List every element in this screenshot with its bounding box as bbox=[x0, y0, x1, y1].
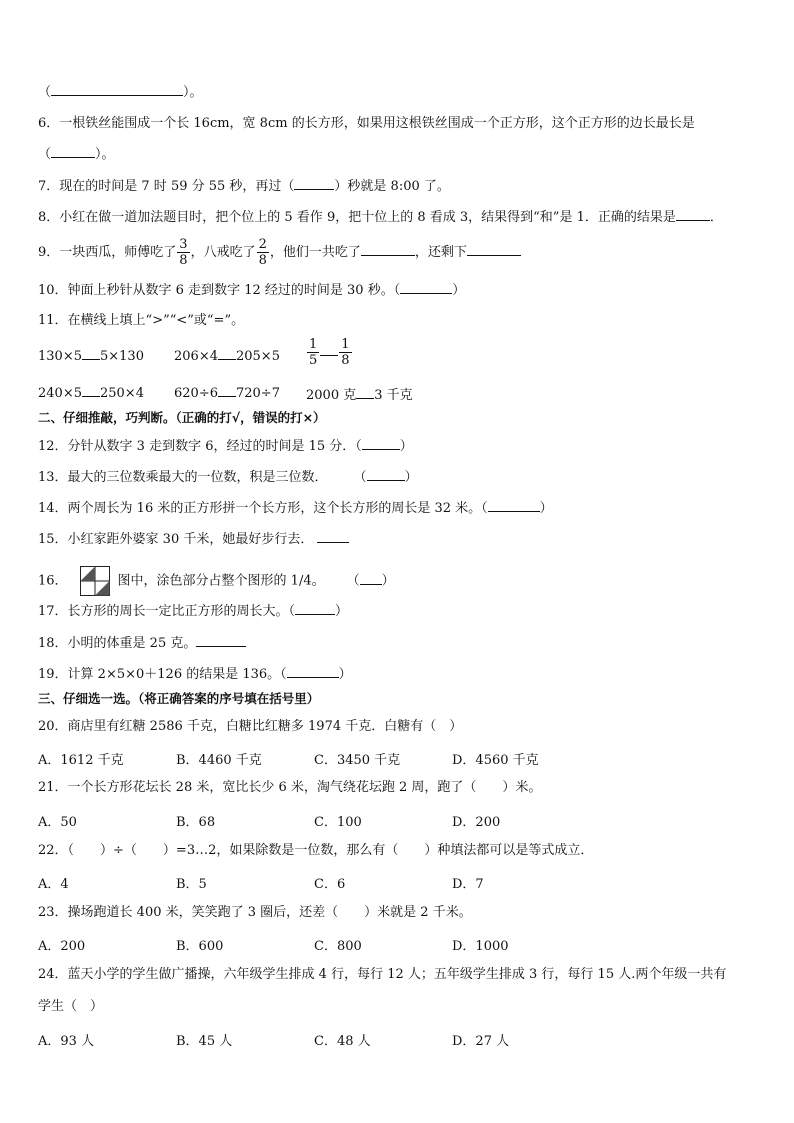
answer-blank[interactable] bbox=[676, 208, 710, 221]
q24-option-b[interactable]: B．45 人 bbox=[176, 1034, 233, 1049]
question-text: 22．（ ）÷（ ）=3…2，如果除数是一位数，那么有（ ）种填法都可以是等式成立． bbox=[38, 843, 594, 858]
close-paren: ） bbox=[338, 667, 352, 682]
question-10 bbox=[38, 281, 465, 300]
question-text: 20．商店里有红糖 2586 千克，白糖比红糖多 1974 千克．白糖有（ ） bbox=[38, 719, 463, 734]
left-expr: 2000 克 bbox=[306, 388, 357, 403]
section-3-heading: 三、仔细选一选。（将正确答案的序号填在括号里） bbox=[38, 691, 320, 706]
q23-option-a[interactable]: A．200 bbox=[38, 939, 86, 954]
question-text: 18．小明的体重是 25 克。 bbox=[38, 636, 197, 651]
compare-5 bbox=[306, 384, 413, 403]
question-20 bbox=[38, 718, 462, 736]
q5-answer-line bbox=[38, 83, 203, 102]
right-expr: 3 千克 bbox=[374, 388, 413, 403]
question-12 bbox=[38, 437, 413, 456]
question-19 bbox=[38, 665, 352, 684]
question-24-cont bbox=[38, 998, 103, 1016]
question-text: ，八戒吃了 bbox=[190, 245, 256, 260]
section-2-heading: 二、仔细推敲，巧判断。（正确的打√，错误的打×） bbox=[38, 410, 326, 425]
right-expr: 250×4 bbox=[99, 386, 144, 401]
close-paren: ） bbox=[539, 501, 553, 516]
answer-blank[interactable] bbox=[361, 243, 415, 256]
left-expr: 620÷6 bbox=[174, 386, 218, 401]
fraction-2-8 bbox=[257, 237, 269, 268]
left-expr: 130×5 bbox=[38, 349, 82, 364]
question-text: ，他们一共吃了 bbox=[269, 245, 361, 260]
question-text: 11．在横线上填上“>”“<”或“=”。 bbox=[38, 313, 245, 328]
denominator: 8 bbox=[341, 353, 350, 368]
q21-option-d[interactable]: D．200 bbox=[452, 815, 501, 830]
compare-1 bbox=[38, 347, 144, 364]
close-paren: ）。 bbox=[183, 85, 203, 100]
shaded-square-figure-icon bbox=[80, 566, 110, 596]
question-6 bbox=[38, 115, 695, 133]
question-8 bbox=[38, 208, 723, 227]
question-text: 23．操场跑道长 400 米，笑笑跑了 3 圈后，还差（ ）米就是 2 千米。 bbox=[38, 905, 472, 920]
question-text: 12．分针从数字 3 走到数字 6，经过的时间是 15 分．（ bbox=[38, 439, 362, 454]
answer-blank[interactable] bbox=[367, 468, 405, 481]
question-text: 21．一个长方形花坛长 28 米，宽比长少 6 米，淘气绕花坛跑 2 周，跑了（ ）米。 bbox=[38, 780, 542, 795]
answer-blank[interactable] bbox=[218, 347, 236, 360]
close-paren: ） bbox=[335, 604, 349, 619]
answer-blank[interactable] bbox=[356, 386, 374, 399]
q24-option-c[interactable]: C．48 人 bbox=[314, 1034, 371, 1049]
question-text: 8．小红在做一道加法题目时，把个位上的 5 看作 9，把十位上的 8 看成 3，结果得到“和”是 1．正确的结果是 bbox=[38, 210, 676, 225]
answer-blank[interactable] bbox=[51, 83, 183, 96]
open-paren: （ bbox=[346, 573, 360, 589]
answer-blank[interactable] bbox=[51, 145, 95, 158]
q22-option-d[interactable]: D．7 bbox=[452, 877, 484, 892]
question-17 bbox=[38, 602, 348, 621]
question-9 bbox=[38, 236, 521, 270]
close-paren: ） bbox=[381, 573, 395, 589]
open-paren: （ bbox=[353, 470, 367, 485]
answer-blank[interactable] bbox=[218, 384, 236, 397]
compare-3 bbox=[38, 384, 144, 401]
numerator: 1 bbox=[309, 337, 318, 352]
q20-option-d[interactable]: D．4560 千克 bbox=[452, 753, 539, 768]
numerator: 1 bbox=[341, 337, 350, 352]
question-23 bbox=[38, 904, 472, 922]
answer-blank[interactable] bbox=[294, 177, 334, 190]
answer-blank[interactable] bbox=[467, 243, 521, 256]
left-expr: 240×5 bbox=[38, 386, 82, 401]
question-14 bbox=[38, 499, 553, 518]
close-paren: ）。 bbox=[95, 147, 115, 162]
question-text-end: ． bbox=[709, 210, 723, 225]
answer-blank[interactable] bbox=[362, 437, 400, 450]
answer-blank[interactable] bbox=[295, 602, 335, 615]
question-18 bbox=[38, 634, 246, 653]
denominator: 5 bbox=[309, 353, 318, 368]
answer-blank[interactable] bbox=[82, 384, 100, 397]
q20-option-b[interactable]: B．4460 千克 bbox=[176, 753, 262, 768]
fraction-1-5 bbox=[307, 337, 319, 368]
fraction-1-8 bbox=[339, 337, 351, 368]
question-text: 图中，涂色部分占整个图形的 1/4。 bbox=[117, 573, 325, 589]
q21-option-a[interactable]: A．50 bbox=[38, 815, 77, 830]
question-text: 15．小红家距外婆家 30 千米，她最好步行去． bbox=[38, 532, 314, 547]
question-text: 学生（ ） bbox=[38, 999, 104, 1014]
question-text: ，还剩下 bbox=[414, 245, 467, 260]
question-16 bbox=[38, 566, 395, 596]
left-expr: 206×4 bbox=[174, 349, 218, 364]
question-13 bbox=[38, 468, 418, 487]
close-paren: ） bbox=[452, 283, 466, 298]
question-text: 17．长方形的周长一定比正方形的周长大。（ bbox=[38, 604, 296, 619]
answer-blank[interactable] bbox=[82, 347, 100, 360]
right-expr: 720÷7 bbox=[235, 386, 280, 401]
open-paren: （ bbox=[38, 147, 52, 162]
right-expr: 205×5 bbox=[235, 349, 280, 364]
answer-blank[interactable] bbox=[488, 499, 540, 512]
q21-option-b[interactable]: B．68 bbox=[176, 815, 216, 830]
q22-option-c[interactable]: C．6 bbox=[314, 877, 346, 892]
question-text: 10．钟面上秒针从数字 6 走到数字 12 经过的时间是 30 秒。（ bbox=[38, 283, 401, 298]
answer-blank[interactable] bbox=[196, 634, 246, 647]
numerator: 3 bbox=[179, 237, 188, 252]
q23-option-b[interactable]: B．600 bbox=[176, 939, 224, 954]
question-21 bbox=[38, 779, 541, 797]
q20-option-a[interactable]: A．1612 千克 bbox=[38, 753, 124, 768]
question-text: 9．一块西瓜，师傅吃了 bbox=[38, 245, 177, 260]
denominator: 8 bbox=[258, 253, 267, 268]
compare-2 bbox=[174, 347, 280, 364]
answer-blank[interactable] bbox=[287, 665, 339, 678]
q23-option-d[interactable]: D．1000 bbox=[452, 939, 509, 954]
q21-option-c[interactable]: C．100 bbox=[314, 815, 362, 830]
numerator: 2 bbox=[258, 237, 267, 252]
question-text: 14．两个周长为 16 米的正方形拼一个长方形，这个长方形的周长是 32 米。（ bbox=[38, 501, 488, 516]
question-7 bbox=[38, 177, 450, 196]
question-22 bbox=[38, 842, 593, 860]
question-15 bbox=[38, 530, 349, 549]
compare-4 bbox=[174, 384, 280, 401]
q23-option-c[interactable]: C．800 bbox=[314, 939, 362, 954]
q24-option-a[interactable]: A．93 人 bbox=[38, 1034, 95, 1049]
question-text: 16． bbox=[38, 573, 68, 589]
q22-option-b[interactable]: B．5 bbox=[176, 877, 207, 892]
right-expr: 5×130 bbox=[99, 349, 144, 364]
close-paren: ） bbox=[404, 470, 418, 485]
compare-fractions bbox=[306, 337, 353, 368]
question-text-end: ）秒就是 8:00 了。 bbox=[334, 179, 450, 194]
question-text: 7．现在的时间是 7 时 59 分 55 秒，再过（ bbox=[38, 179, 295, 194]
fraction-3-8 bbox=[177, 237, 189, 268]
question-text: 6．一根铁丝能围成一个长 16cm，宽 8cm 的长方形，如果用这根铁丝围成一个正方形，这个正方形的边长最长是 bbox=[38, 116, 695, 131]
answer-blank[interactable] bbox=[400, 281, 452, 294]
close-paren: ） bbox=[399, 439, 413, 454]
question-text: 24．蓝天小学的学生做广播操，六年级学生排成 4 行，每行 12 人；五年级学生排成 3 行，每行 15 人.两个年级一共有 bbox=[38, 967, 727, 982]
question-text: 13．最大的三位数乘最大的一位数，积是三位数． bbox=[38, 470, 328, 485]
q20-option-c[interactable]: C．3450 千克 bbox=[314, 753, 401, 768]
open-paren: （ bbox=[38, 85, 52, 100]
question-6-answer-line bbox=[38, 145, 115, 164]
question-24 bbox=[38, 966, 726, 984]
answer-blank[interactable] bbox=[320, 343, 338, 356]
q24-option-d[interactable]: D．27 人 bbox=[452, 1034, 510, 1049]
question-text: 19．计算 2×5×0＋126 的结果是 136。（ bbox=[38, 667, 287, 682]
question-11 bbox=[38, 312, 244, 330]
denominator: 8 bbox=[179, 253, 188, 268]
answer-blank[interactable] bbox=[317, 530, 349, 543]
q22-option-a[interactable]: A．4 bbox=[38, 877, 69, 892]
answer-blank[interactable] bbox=[360, 572, 382, 585]
